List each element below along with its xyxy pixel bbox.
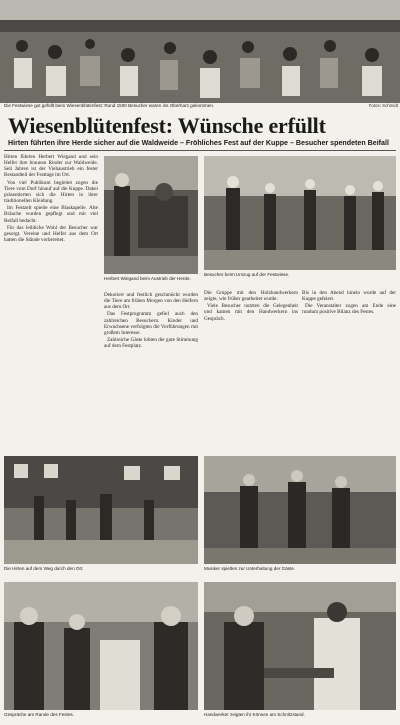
photo-village bbox=[4, 456, 198, 564]
photo-conversation-caption: Gespräche am Rande des Festes. bbox=[4, 712, 74, 717]
subheadline: Hirten führten ihre Herde sicher auf die Waldweide – Fröhliches Fest auf der Kuppe – Besucher spendeten Beifall bbox=[8, 139, 389, 147]
photo-crowd bbox=[204, 156, 396, 270]
photo-crowd-caption: Besucher beim Umzug auf der Festwiese. bbox=[204, 272, 290, 277]
photo-musicians-caption: Musiker spielten zur Unterhaltung der Gäste. bbox=[204, 566, 296, 571]
article-paragraph: Viele Besucher nutzten die Gelegenheit und kamen mit den Handwerkern ins Gespräch. bbox=[204, 303, 298, 322]
top-photo bbox=[0, 0, 400, 103]
conversation-image bbox=[4, 582, 198, 710]
photo-credit: Fotos: Schmidt bbox=[368, 103, 398, 108]
top-photo-caption: Die Festwiese gut gefüllt beim Wiesenblütenfest: Rund 1500 Besucher waren ins Oberharz gekommen. bbox=[4, 103, 215, 108]
article-column-4 bbox=[302, 290, 396, 450]
article-paragraph: Das Festprogramm gefiel auch den zahlreichen Besuchern. Kinder und Erwachsene verfolgten die Vorführungen mit großem Interesse. bbox=[104, 311, 198, 336]
article-paragraph: Die Gruppe mit den Holzhandwerkern zeigte, wie früher gearbeitet wurde. bbox=[204, 290, 298, 303]
article-paragraph: Von viel Publikum begleitet zogen die Tiere vom Dorf hinauf auf die Kuppe. Dabei präsentierten sich die Hirten in ihrer traditionellen Kleidung. bbox=[4, 179, 98, 205]
photo-herdsman bbox=[104, 156, 198, 274]
headline-rule bbox=[4, 150, 396, 151]
photo-herdsman-caption: Herbert Wiegand beim Austrieb der Herde. bbox=[104, 276, 191, 281]
article-column-1 bbox=[4, 154, 98, 454]
article-paragraph: Hirten führten Herbert Wiegand und sein Helfer ihre braunen Rinder zur Waldweide. Seit Jahren ist der Viehaustrieb ein fester Bestandteil der Festtage im Ort. bbox=[4, 154, 98, 179]
village-image bbox=[4, 456, 198, 564]
photo-village-caption: Die Hirten auf dem Weg durch den Ort. bbox=[4, 566, 84, 571]
crowd-photo-image bbox=[0, 0, 400, 103]
article-paragraph: Bis in den Abend hinein wurde auf der Kuppe gefeiert. bbox=[302, 290, 396, 303]
musicians-image bbox=[204, 456, 396, 564]
article-paragraph: Dekoriert und festlich geschmückt wurden die Tiere am frühen Morgen von den Helfern aus dem Ort. bbox=[104, 292, 198, 311]
article-paragraph: Zahlreiche Gäste lobten die gute Stimmung auf dem Festplatz. bbox=[104, 337, 198, 350]
photo-craftsman-caption: Handwerker zeigten ihr Können am Schnitzstand. bbox=[204, 712, 305, 717]
craftsman-image bbox=[204, 582, 396, 710]
crowd-image bbox=[204, 156, 396, 270]
article-paragraph: Im Festzelt spielte eine Blaskapelle. Alte Bräuche wurden gepflegt und mit viel Beifall bedacht. bbox=[4, 205, 98, 224]
photo-musicians bbox=[204, 456, 396, 564]
photo-craftsman bbox=[204, 582, 396, 710]
article-paragraph: Für das leibliche Wohl der Besucher war gesorgt. Vereine und Helfer aus dem Ort hatten die Stände vorbereitet. bbox=[4, 224, 98, 244]
herdsman-image bbox=[104, 156, 198, 274]
photo-conversation bbox=[4, 582, 198, 710]
article-column-2 bbox=[104, 292, 198, 452]
headline: Wiesenblütenfest: Wünsche erfüllt bbox=[8, 113, 326, 138]
article-column-3 bbox=[204, 290, 298, 450]
article-paragraph: Die Veranstalter zogen am Ende eine rundum positive Bilanz des Festes. bbox=[302, 303, 396, 316]
